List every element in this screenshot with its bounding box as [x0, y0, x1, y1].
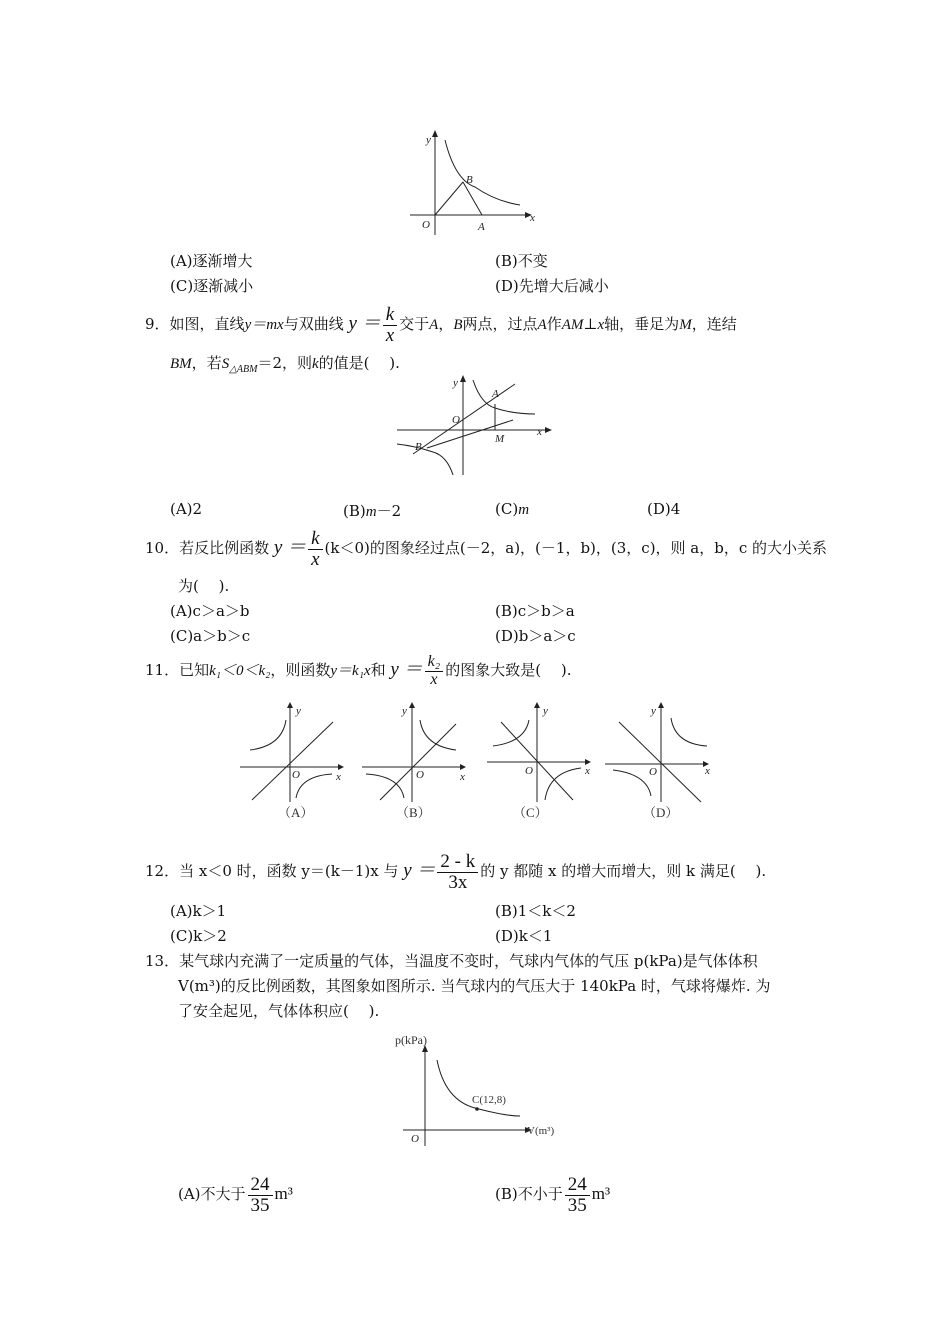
- q11-text: 已知: [179, 661, 210, 679]
- q9-option-a: (A)2: [170, 500, 203, 518]
- q11c-origin-label: O: [525, 765, 533, 777]
- q9-option-b-rest: －2: [376, 502, 402, 520]
- q13-option-a-fraction: [248, 1175, 273, 1216]
- q9-option-b: [343, 500, 401, 521]
- q12-frac-den: 3x: [448, 871, 468, 893]
- q11-caption-c: （C）: [513, 805, 548, 820]
- q9-point: A: [537, 317, 547, 333]
- q13-line2: V(m³)的反比例函数，其图象如图所示. 当气球内的气压大于 140kPa 时，气球将爆炸. 为: [178, 977, 771, 995]
- q11-graph-a: [238, 702, 348, 822]
- q13-b-frac-num: 24: [565, 1175, 590, 1196]
- q9-text: 交于: [399, 315, 430, 333]
- q9-text: ，若: [191, 354, 222, 372]
- q9-text: 与双曲线: [283, 315, 344, 333]
- q11-caption-a: （A）: [278, 805, 314, 820]
- q11-line1: [145, 650, 571, 691]
- q11-text: ，则函数: [270, 661, 331, 679]
- q11-graph-c: [485, 702, 597, 822]
- q13-a-frac-den: 35: [250, 1194, 270, 1216]
- q10-y-equals: y ＝: [273, 537, 307, 558]
- q12-frac-num: 2 - k: [437, 852, 478, 873]
- q8-option-b: (B)不变: [495, 252, 548, 270]
- q11a-x-label: x: [336, 771, 341, 783]
- q12-option-b: (B)1＜k＜2: [495, 902, 576, 920]
- q12-text: 的 y 都随 x 的增大而增大，则 k 满足( ).: [480, 862, 767, 880]
- q11-eq: y＝k₁x: [330, 663, 371, 679]
- q9-fraction: [383, 305, 397, 346]
- q10-number: 10．: [145, 539, 180, 557]
- q9-x-label: x: [537, 426, 542, 438]
- q8-origin-label: O: [422, 219, 430, 231]
- q10-option-c: (C)a＞b＞c: [170, 627, 251, 645]
- q11-graph-b: [360, 702, 472, 822]
- q11-text: 的图象大致是( ).: [445, 661, 572, 679]
- q13-option-a: [178, 1170, 293, 1218]
- q13-a-frac-num: 24: [248, 1175, 273, 1196]
- q13-figure: [395, 1030, 570, 1148]
- q8-b-label: B: [466, 174, 473, 186]
- q9-number: 9．: [145, 315, 170, 333]
- q10-text: (k＜0)的图象经过点(－2，a)，(－1，b)，(3，c)，则 a，b，c 的大小关系: [324, 539, 828, 557]
- q11-frac-num: k₂: [425, 654, 444, 672]
- q8-option-a: (A)逐渐增大: [170, 252, 253, 270]
- q11-fraction: [425, 654, 444, 689]
- q13-text-1: 某气球内充满了一定质量的气体，当温度不变时，气球内气体的气压 p(kPa)是气体体积: [179, 952, 758, 970]
- q9-segment: AM: [561, 317, 584, 333]
- q13-x-label: V(m³): [527, 1125, 555, 1137]
- q9-text: ，: [438, 315, 454, 333]
- q10-line1: [145, 526, 827, 570]
- q13-line1: [145, 950, 758, 971]
- q13-graph: [395, 1030, 570, 1148]
- q9-text: ＝2，则: [257, 354, 312, 372]
- q11b-origin-label: O: [416, 769, 424, 781]
- q9-figure: [395, 372, 560, 477]
- q13-line3: 了安全起见，气体体积应( ).: [178, 1002, 380, 1020]
- q9-line2: [170, 352, 400, 375]
- q11-y-equals: y ＝: [390, 659, 423, 680]
- q9-graph: [395, 372, 560, 477]
- q12-option-d: (D)k＜1: [495, 927, 553, 945]
- q10-option-b: (B)c＞b＞a: [495, 602, 575, 620]
- q9-y-label: y: [453, 377, 458, 389]
- q9-text: ，连结: [691, 315, 737, 333]
- q9-point: A: [429, 317, 439, 333]
- q9-frac-num: k: [383, 305, 397, 326]
- q9-text: 作: [546, 315, 562, 333]
- q13-option-b: [495, 1170, 610, 1218]
- q8-figure: [400, 125, 550, 245]
- q11-frac-den: x: [430, 670, 438, 688]
- q10-fraction: [308, 529, 322, 570]
- q9-area-symbol: S: [221, 356, 230, 372]
- q10-option-a: (A)c＞a＞b: [170, 602, 250, 620]
- q9-text: 轴，垂足为: [604, 315, 680, 333]
- q12-fraction: [437, 852, 478, 893]
- q9-point: M: [679, 317, 692, 333]
- q13-b-frac-den: 35: [567, 1194, 587, 1216]
- q8-graph: [400, 125, 550, 245]
- q9-var: k: [311, 356, 319, 372]
- q10-text: 若反比例函数: [179, 539, 270, 557]
- q11-caption-d: （D）: [643, 805, 679, 820]
- q8-a-label: A: [478, 221, 485, 233]
- q11-caption-b: （B）: [396, 805, 431, 820]
- q10-line2: 为( ).: [178, 577, 230, 595]
- q9-area-sub: △ABM: [229, 364, 258, 375]
- q11-number: 11．: [145, 661, 180, 679]
- q9-text: 两点，过点: [462, 315, 538, 333]
- q9-text: 的值是( ).: [318, 354, 400, 372]
- q9-option-c-prefix: (C): [495, 500, 519, 518]
- q13-option-b-unit: m³: [591, 1184, 611, 1203]
- q13-option-a-text: (A)不大于: [178, 1185, 246, 1203]
- q11d-x-label: x: [705, 765, 710, 777]
- q9-b-label: B: [415, 441, 422, 453]
- q13-point-label: C(12,8): [472, 1094, 506, 1106]
- q12-option-c: (C)k＞2: [170, 927, 227, 945]
- q9-option-c: [495, 500, 529, 519]
- q12-text: 当 x＜0 时，函数 y＝(k－1)x 与: [179, 862, 399, 880]
- q12-option-a: (A)k＞1: [170, 902, 227, 920]
- q11d-origin-label: O: [649, 766, 657, 778]
- q8-x-label: x: [530, 212, 535, 224]
- q9-var: x: [597, 317, 605, 333]
- q11b-x-label: x: [460, 771, 465, 783]
- q11a-origin-label: O: [292, 769, 300, 781]
- q11d-y-label: y: [651, 705, 656, 717]
- q13-origin-label: O: [411, 1133, 419, 1145]
- q9-point: B: [453, 317, 463, 333]
- q8-option-d: (D)先增大后减小: [495, 277, 609, 295]
- q11c-y-label: y: [543, 705, 548, 717]
- q11-condition: k₁＜0＜k₂: [209, 663, 271, 679]
- q9-option-c-var: m: [518, 502, 530, 518]
- q11-text: 和: [370, 661, 386, 679]
- q8-option-c: (C)逐渐减小: [170, 277, 254, 295]
- q8-y-label: y: [426, 134, 431, 146]
- q9-y-equals: y ＝: [348, 313, 381, 334]
- q10-frac-num: k: [308, 529, 322, 550]
- q10-frac-den: x: [311, 548, 320, 570]
- q9-m-label: M: [495, 433, 505, 445]
- q13-number: 13．: [145, 952, 180, 970]
- q13-option-a-unit: m³: [274, 1184, 293, 1203]
- q9-text: ⊥: [583, 315, 598, 333]
- q10-option-d: (D)b＞a＞c: [495, 627, 576, 645]
- q12-number: 12．: [145, 862, 180, 880]
- q13-y-label: p(kPa): [395, 1033, 427, 1047]
- q11a-y-label: y: [296, 705, 301, 717]
- q9-eq: y＝mx: [244, 317, 284, 333]
- q13-option-b-text: (B)不小于: [495, 1185, 563, 1203]
- q11-graph-d: [603, 702, 718, 822]
- q9-origin-label: O: [452, 414, 460, 426]
- q9-segment: BM: [170, 356, 192, 372]
- q9-a-label: A: [492, 388, 499, 400]
- q12-y-equals: y ＝: [403, 860, 436, 881]
- q9-option-d: (D)4: [647, 500, 681, 518]
- q9-line1: [145, 302, 737, 347]
- q12-line1: [145, 848, 766, 894]
- q9-text: 如图，直线: [169, 315, 245, 333]
- q9-frac-den: x: [385, 324, 395, 346]
- q9-option-b-var: m: [365, 504, 377, 520]
- q9-option-b-prefix: (B): [343, 502, 366, 520]
- q11c-x-label: x: [585, 765, 590, 777]
- q11b-y-label: y: [402, 705, 407, 717]
- q13-option-b-fraction: [565, 1175, 590, 1216]
